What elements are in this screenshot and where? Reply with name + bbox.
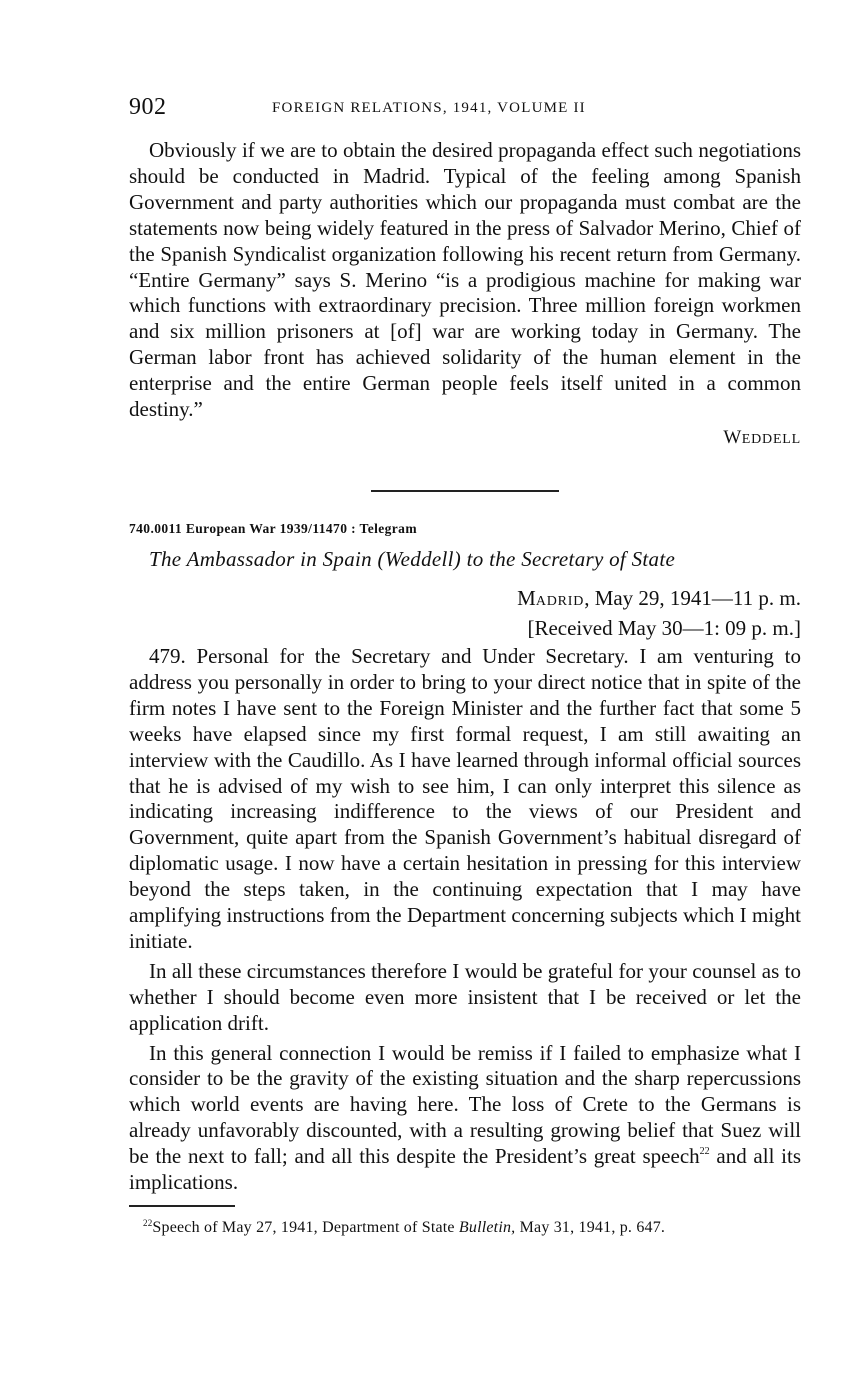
dateline-place-rest: ADRID — [535, 593, 585, 609]
file-reference: 740.0011 European War 1939/11470 : Telegram — [129, 520, 417, 536]
footnote-text-end: May 31, 1941, p. 647. — [515, 1219, 666, 1236]
telegram-body — [129, 644, 801, 1196]
signature-initial: W — [723, 426, 742, 448]
signature — [129, 426, 801, 452]
continued-paragraph: Obviously if we are to obtain the desired propaganda effect such negotiations should be conducted in Madrid. Typical of the feeling among Spanish Government and party authorities which our propaganda must combat are the statements now being widely featured in the press of Salvador Merino, Chief of the Spanish Syndicalist organization following his recent return from Germany. “Entire Germany” says S. Merino “is a prodigious machine for making war which functions with extraordinary precision. Three million foreign workmen and six million prisoners at [of] war are working today in Germany. The German labor front has achieved solidarity of the human element in the enterprise and the entire German people feels itself united in a common destiny.” — [129, 138, 801, 422]
section-divider — [371, 490, 559, 492]
body-paragraph: 479. Personal for the Secretary and Under Secretary. I am venturing to address you personally in order to bring to your direct notice that in spite of the firm notes I have sent to the Foreign Minister and the further fact that some 5 weeks have elapsed since my first formal request, I am still awaiting an interview with the Caudillo. As I have learned through informal official sources that he is advised of my wish to see him, I can only interpret this silence as indicating increasing indifference to the views of our President and Government, quite apart from the Spanish Government’s habitual disregard of diplomatic usage. I now have a certain hesitation in pressing for this interview beyond the steps taken, in the continuing expectation that I may have amplifying instructions from the Department concerning subjects which I might initiate. — [129, 643, 801, 953]
signature-rest: EDDELL — [741, 431, 801, 447]
footnote-marker: 22 — [143, 1218, 153, 1228]
footnote-rule — [129, 1205, 235, 1207]
footnote-reference[interactable]: 22 — [699, 1146, 710, 1158]
footnote-italic: Bulletin, — [458, 1219, 516, 1236]
last-paragraph-tail: and all its implications. — [129, 1144, 801, 1195]
received-line: [Received May 30—1: 09 p. m.] — [527, 615, 801, 640]
last-paragraph-text: In this general connection I would be remiss if I failed to emphasize what I consider to be the gravity of the existing situation and the sharp repercussions which world events are having here. The loss of Crete to the Germans is already unfavorably discounted, with a resulting growing belief that Suez will be the next to fall; and all this despite the President’s great speech — [129, 1040, 801, 1169]
running-head-title: FOREIGN RELATIONS, 1941, VOLUME II — [272, 100, 586, 116]
document-title: The Ambassador in Spain (Weddell) to the Secretary of State — [149, 546, 676, 571]
body-paragraph: In all these circumstances therefore I would be grateful for your counsel as to whether I should become even more insistent that I be received or let the application drift. — [129, 958, 801, 1035]
document-page — [129, 92, 801, 1238]
footnote-text: Speech of May 27, 1941, Department of State — [152, 1219, 459, 1236]
dateline-place-initial: M — [517, 585, 536, 610]
page-number: 902 — [129, 94, 167, 120]
dateline — [129, 585, 801, 615]
body-paragraph-last — [129, 1041, 801, 1196]
footnote — [129, 1218, 801, 1238]
running-head — [129, 92, 801, 126]
dateline-date: , May 29, 1941—11 p. m. — [584, 585, 801, 610]
